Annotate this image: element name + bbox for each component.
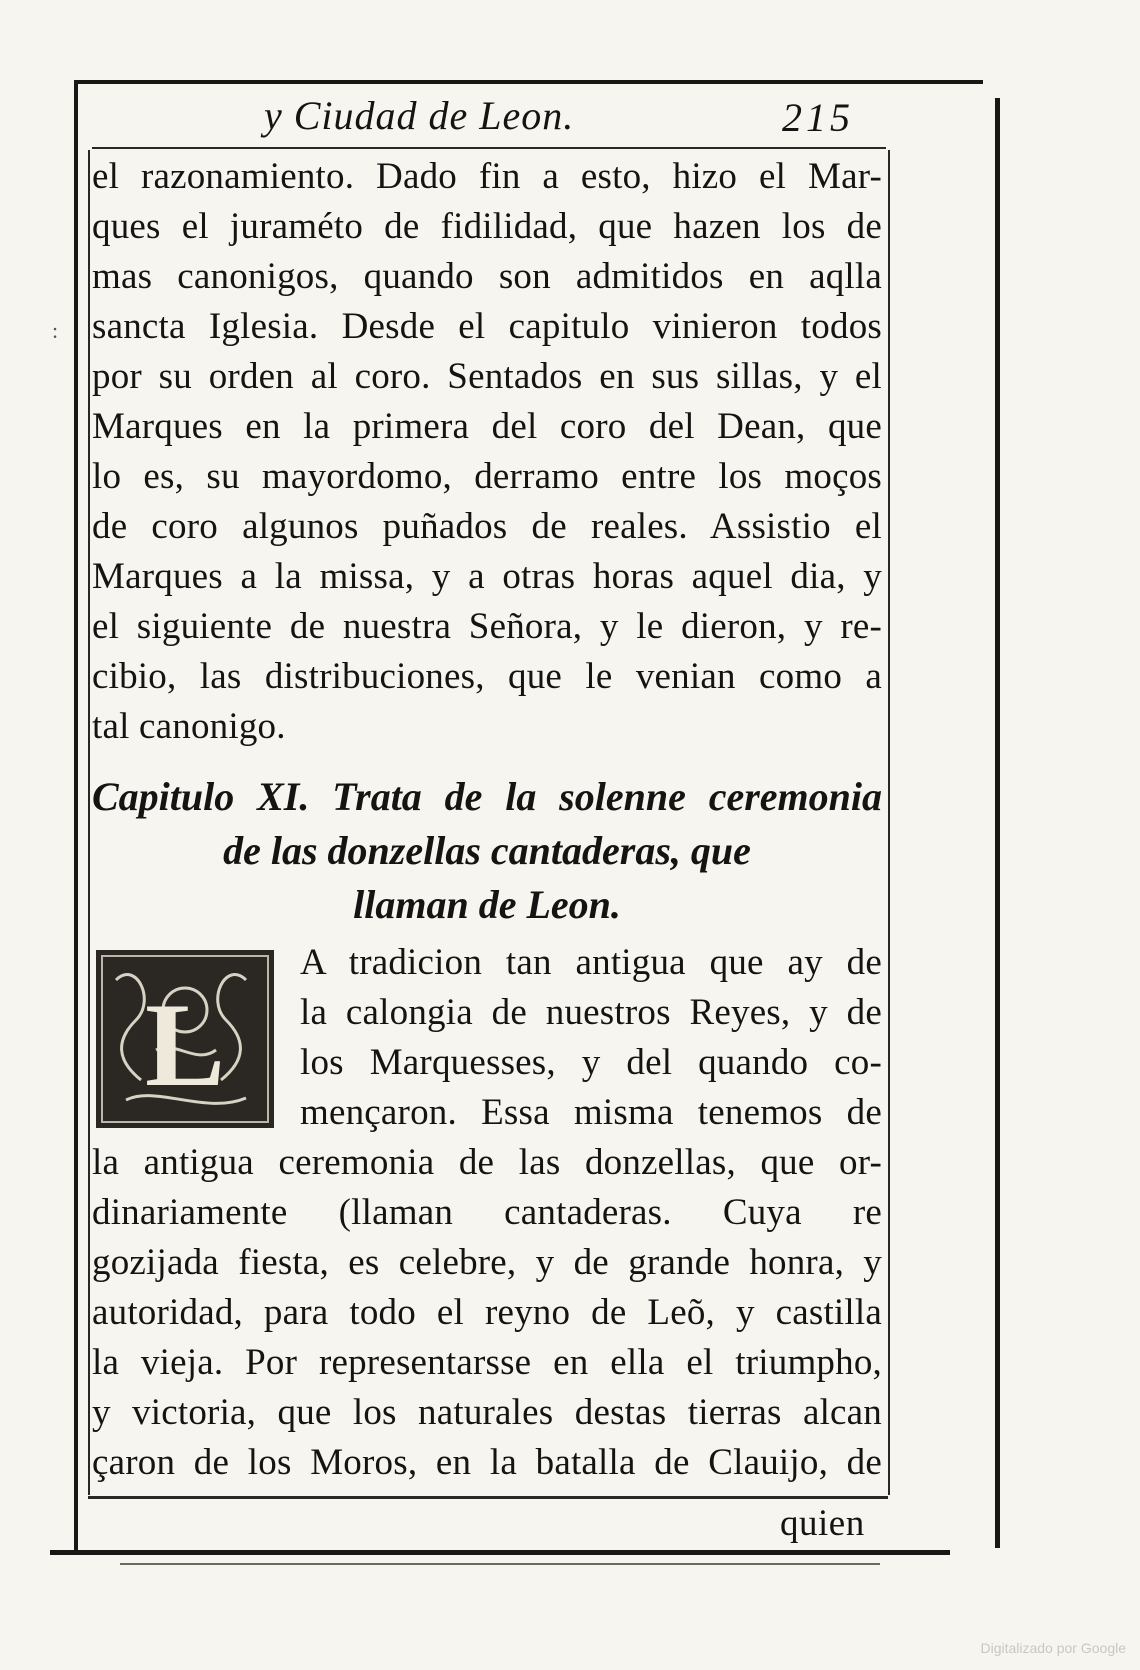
text-line: el siguiente de nuestra Señora, y le dieron, y re- [92, 606, 882, 647]
text-line: mas canonigos, quando son admitidos en aqlla [92, 256, 882, 297]
frame-line-top [78, 80, 983, 84]
frame-line-bottom [50, 1550, 950, 1555]
text-line: Marques en la primera del coro del Dean, que [92, 406, 882, 447]
text-line: la calongia de nuestros Reyes, y de [300, 992, 882, 1033]
text-line: mençaron. Essa misma tenemos de [300, 1092, 882, 1133]
svg-text:L: L [144, 978, 226, 1111]
text-line: sancta Iglesia. Desde el capitulo vinieron todos [92, 306, 882, 347]
text-line: cibio, las distribuciones, que le venian como a [92, 656, 882, 697]
text-line: la vieja. Por representarsse en ella el triumpho, [92, 1342, 882, 1383]
text-line: por su orden al coro. Sentados en sus sillas, y el [92, 356, 882, 397]
running-title: y Ciudad de Leon. [264, 93, 575, 138]
text-line: tal canonigo. [92, 706, 286, 747]
chapter-heading-line: llaman de Leon. [353, 882, 621, 927]
text-line: çaron de los Moros, en la batalla de Clauijo, de [92, 1442, 882, 1483]
watermark: Digitalizado por Google [980, 1640, 1126, 1656]
text-line: la antigua ceremonia de las donzellas, que or- [92, 1142, 882, 1183]
chapter-text [92, 938, 882, 1488]
catchword: quien [780, 1503, 865, 1544]
text-line: gozijada fiesta, es celebre, y de grande honra, y [92, 1242, 882, 1283]
text-line: de coro algunos puñados de reales. Assistio el [92, 506, 882, 547]
text-line: los Marquesses, y del quando co- [300, 1042, 882, 1083]
chapter-heading-line: Capitulo XI. Trata de la solenne ceremonia [92, 774, 882, 819]
running-head [92, 92, 882, 144]
foot-rule [88, 1496, 888, 1499]
text-line: el razonamiento. Dado fin a esto, hizo el Mar- [92, 156, 882, 197]
text-line: y victoria, que los naturales destas tierras alcan [92, 1392, 882, 1433]
chapter-heading-line: de las donzellas cantaderas, que [223, 828, 751, 873]
text-line: Marques a la missa, y a otras horas aquel dia, y [92, 556, 882, 597]
body-text [92, 152, 882, 752]
page-number: 215 [782, 95, 854, 140]
text-line: dinariamente (llaman cantaderas. Cuya re [92, 1192, 882, 1233]
text-line: ques el juraméto de fidilidad, que hazen los de [92, 206, 882, 247]
head-rule [92, 147, 886, 149]
text-line: autoridad, para todo el reyno de Leõ, y castilla [92, 1292, 882, 1333]
text-line: lo es, su mayordomo, derramo entre los moços [92, 456, 882, 497]
chapter-heading [92, 770, 882, 932]
frame-line-right [995, 98, 1000, 1548]
text-line: A tradicion tan antigua que ay de [300, 942, 882, 983]
frame-line-bottom-thin [120, 1563, 880, 1565]
frame-line-left [74, 80, 78, 1555]
margin-mark: : [52, 318, 59, 343]
